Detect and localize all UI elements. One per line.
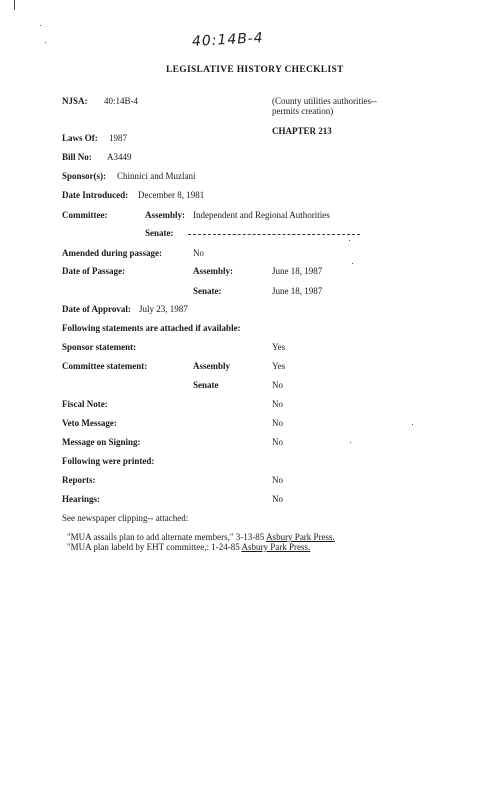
amended-label: Amended during passage: (62, 248, 163, 258)
committee-statement-assembly-value: Yes (272, 361, 286, 371)
committee-assembly-label: Assembly: (145, 210, 185, 220)
attached-heading: Following statements are attached if available: (62, 323, 241, 333)
clipping-note: See newspaper clipping-- attached: (62, 513, 189, 523)
clipping-source: Asbury Park Press. (241, 542, 311, 552)
committee-label: Committee: (62, 210, 108, 220)
passage-senate-value: June 18, 1987 (272, 286, 323, 296)
scan-speck (349, 240, 350, 241)
date-introduced-value: December 8, 1981 (138, 190, 205, 200)
clipping-source: Asbury Park Press. (266, 532, 335, 542)
scan-speck (352, 263, 353, 264)
clipping-quote: "MUA assails plan to add alternate members," 3-13-85 (67, 532, 267, 542)
scan-speck (40, 25, 41, 26)
committee-assembly-value: Independent and Regional Authorities (193, 210, 330, 220)
laws-of-label: Laws Of: (62, 133, 98, 143)
bill-no-label: Bill No: (62, 152, 92, 162)
scan-speck (45, 42, 46, 43)
printed-heading: Following were printed: (62, 456, 155, 466)
date-introduced-label: Date Introduced: (62, 190, 129, 200)
sponsor-statement-label: Sponsor statement: (62, 342, 137, 352)
approval-value: July 23, 1987 (139, 304, 188, 314)
veto-message-label: Veto Message: (62, 418, 117, 428)
passage-assembly-label: Assembly: (193, 266, 233, 276)
committee-statement-assembly-label: Assembly (193, 361, 231, 371)
committee-statement-senate-value: No (272, 380, 283, 390)
subject-line-2: permits creation) (272, 106, 334, 116)
committee-statement-label: Committee statement: (62, 361, 148, 371)
committee-senate-blank-line (188, 234, 360, 235)
veto-message-value: No (272, 418, 283, 428)
clipping-quote: "MUA plan labeld by EHT committee,: 1-24-85 (67, 542, 242, 552)
scan-edge-mark (14, 0, 15, 10)
njsa-label: NJSA: (62, 96, 88, 106)
njsa-value: 40:14B-4 (104, 96, 139, 106)
sponsor-statement-value: Yes (272, 342, 286, 352)
approval-label: Date of Approval: (62, 304, 131, 314)
fiscal-note-label: Fiscal Note: (62, 399, 108, 409)
clipping-item (67, 542, 310, 553)
reports-value: No (272, 475, 283, 485)
scan-speck (412, 424, 413, 425)
subject-line-1: (County utilities authorities-- (272, 96, 377, 106)
chapter: CHAPTER 213 (272, 126, 332, 136)
hearings-value: No (272, 494, 283, 504)
sponsors-label: Sponsor(s): (62, 171, 107, 181)
laws-of-value: 1987 (109, 133, 127, 143)
reports-label: Reports: (62, 475, 96, 485)
bill-no-value: A3449 (107, 152, 132, 162)
handwritten-code: 40:14B-4 (191, 30, 265, 50)
message-on-signing-value: No (272, 437, 283, 447)
message-on-signing-label: Message on Signing: (62, 437, 141, 447)
sponsors-value: Chinnici and Muzlani (117, 171, 196, 181)
passage-assembly-value: June 18, 1987 (272, 266, 323, 276)
passage-senate-label: Senate: (193, 286, 222, 296)
scan-speck (350, 442, 351, 443)
committee-senate-label: Senate: (145, 228, 174, 238)
passage-label: Date of Passage: (62, 266, 125, 276)
hearings-label: Hearings: (62, 494, 100, 504)
fiscal-note-value: No (272, 399, 283, 409)
page-title: LEGISLATIVE HISTORY CHECKLIST (166, 65, 344, 75)
committee-statement-senate-label: Senate (193, 380, 219, 390)
amended-value: No (193, 248, 204, 258)
